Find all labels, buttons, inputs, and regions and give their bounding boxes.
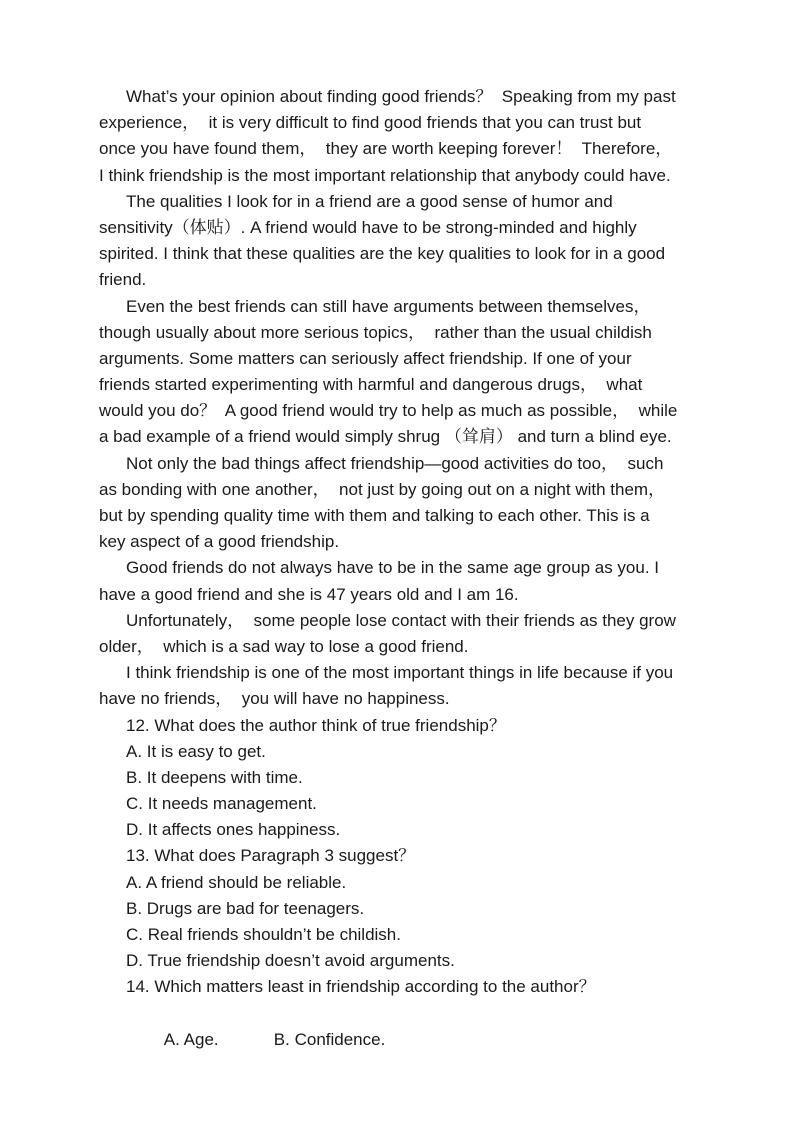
text-line: once you have found them， they are worth keeping forever！ Therefore， bbox=[99, 139, 673, 159]
text-line: older， which is a sad way to lose a good friend. bbox=[99, 636, 469, 656]
paragraph-7 bbox=[99, 660, 704, 712]
answer-option: A. A friend should be reliable. bbox=[126, 872, 347, 892]
text-line: Unfortunately， some people lose contact with their friends as they grow bbox=[126, 610, 676, 630]
text-line: What’s your opinion about finding good friends？ Speaking from my past bbox=[126, 87, 676, 106]
text-line: Good friends do not always have to be in the same age group as you. I bbox=[126, 558, 660, 578]
answer-options-row bbox=[99, 1001, 704, 1049]
text-line: experience， it is very difficult to find good friends that you can trust but bbox=[99, 113, 642, 133]
text-line: though usually about more serious topics， rather than the usual childish bbox=[99, 322, 652, 342]
text-line: I think friendship is the most important relationship that anybody could have. bbox=[99, 165, 671, 185]
text-line: spirited. I think that these qualities are the key qualities to look for in a good bbox=[99, 244, 666, 264]
text-line: a bad example of a friend would simply shrug （耸肩） and turn a blind eye. bbox=[99, 427, 672, 447]
answer-option: C. Real friends shouldn’t be childish. bbox=[126, 925, 401, 944]
text-line: Not only the bad things affect friendship—good activities do too， such bbox=[126, 453, 664, 473]
paragraph-6 bbox=[99, 608, 704, 660]
text-line: have a good friend and she is 47 years old and I am 16. bbox=[99, 584, 519, 604]
paragraph-5 bbox=[99, 555, 704, 607]
text-line: key aspect of a good friendship. bbox=[99, 532, 340, 552]
text-line: friends started experimenting with harmful and dangerous drugs， what bbox=[99, 375, 643, 395]
document-body bbox=[99, 84, 704, 1049]
text-line: arguments. Some matters can seriously affect friendship. If one of your bbox=[99, 348, 632, 368]
answer-option: D. It affects ones happiness. bbox=[126, 820, 341, 840]
text-line: sensitivity（体贴）. A friend would have to be strong-minded and highly bbox=[99, 217, 637, 237]
text-line: friend. bbox=[99, 270, 147, 290]
question-12 bbox=[99, 713, 704, 844]
text-line: The qualities I look for in a friend are a good sense of humor and bbox=[126, 191, 613, 211]
answer-option: A. Age. bbox=[163, 1029, 219, 1049]
paragraph-1 bbox=[99, 84, 704, 189]
paragraph-3 bbox=[99, 294, 704, 451]
text-line: have no friends， you will have no happiness. bbox=[99, 689, 450, 709]
paragraph-4 bbox=[99, 451, 704, 556]
question-stem: 14. Which matters least in friendship according to the author？ bbox=[126, 977, 596, 997]
question-stem: 13. What does Paragraph 3 suggest？ bbox=[126, 846, 416, 866]
answer-option: B. It deepens with time. bbox=[126, 767, 303, 787]
answer-option: A. It is easy to get. bbox=[126, 741, 266, 761]
text-line: but by spending quality time with them and talking to each other. This is a bbox=[99, 506, 650, 525]
text-line: Even the best friends can still have arguments between themselves， bbox=[126, 296, 651, 316]
question-stem: 12. What does the author think of true friendship？ bbox=[126, 715, 506, 735]
text-line: would you do？ A good friend would try to help as much as possible， while bbox=[99, 401, 678, 421]
question-13 bbox=[99, 843, 704, 974]
paragraph-2 bbox=[99, 189, 704, 294]
text-line: I think friendship is one of the most important things in life because if you bbox=[126, 663, 674, 683]
text-line: as bonding with one another， not just by going out on a night with them， bbox=[99, 479, 666, 499]
answer-option: B. Confidence. bbox=[273, 1029, 386, 1049]
answer-option: B. Drugs are bad for teenagers. bbox=[126, 898, 365, 918]
answer-option: C. It needs management. bbox=[126, 794, 317, 814]
question-14 bbox=[99, 974, 704, 1049]
answer-option: D. True friendship doesn’t avoid arguments. bbox=[126, 951, 455, 971]
